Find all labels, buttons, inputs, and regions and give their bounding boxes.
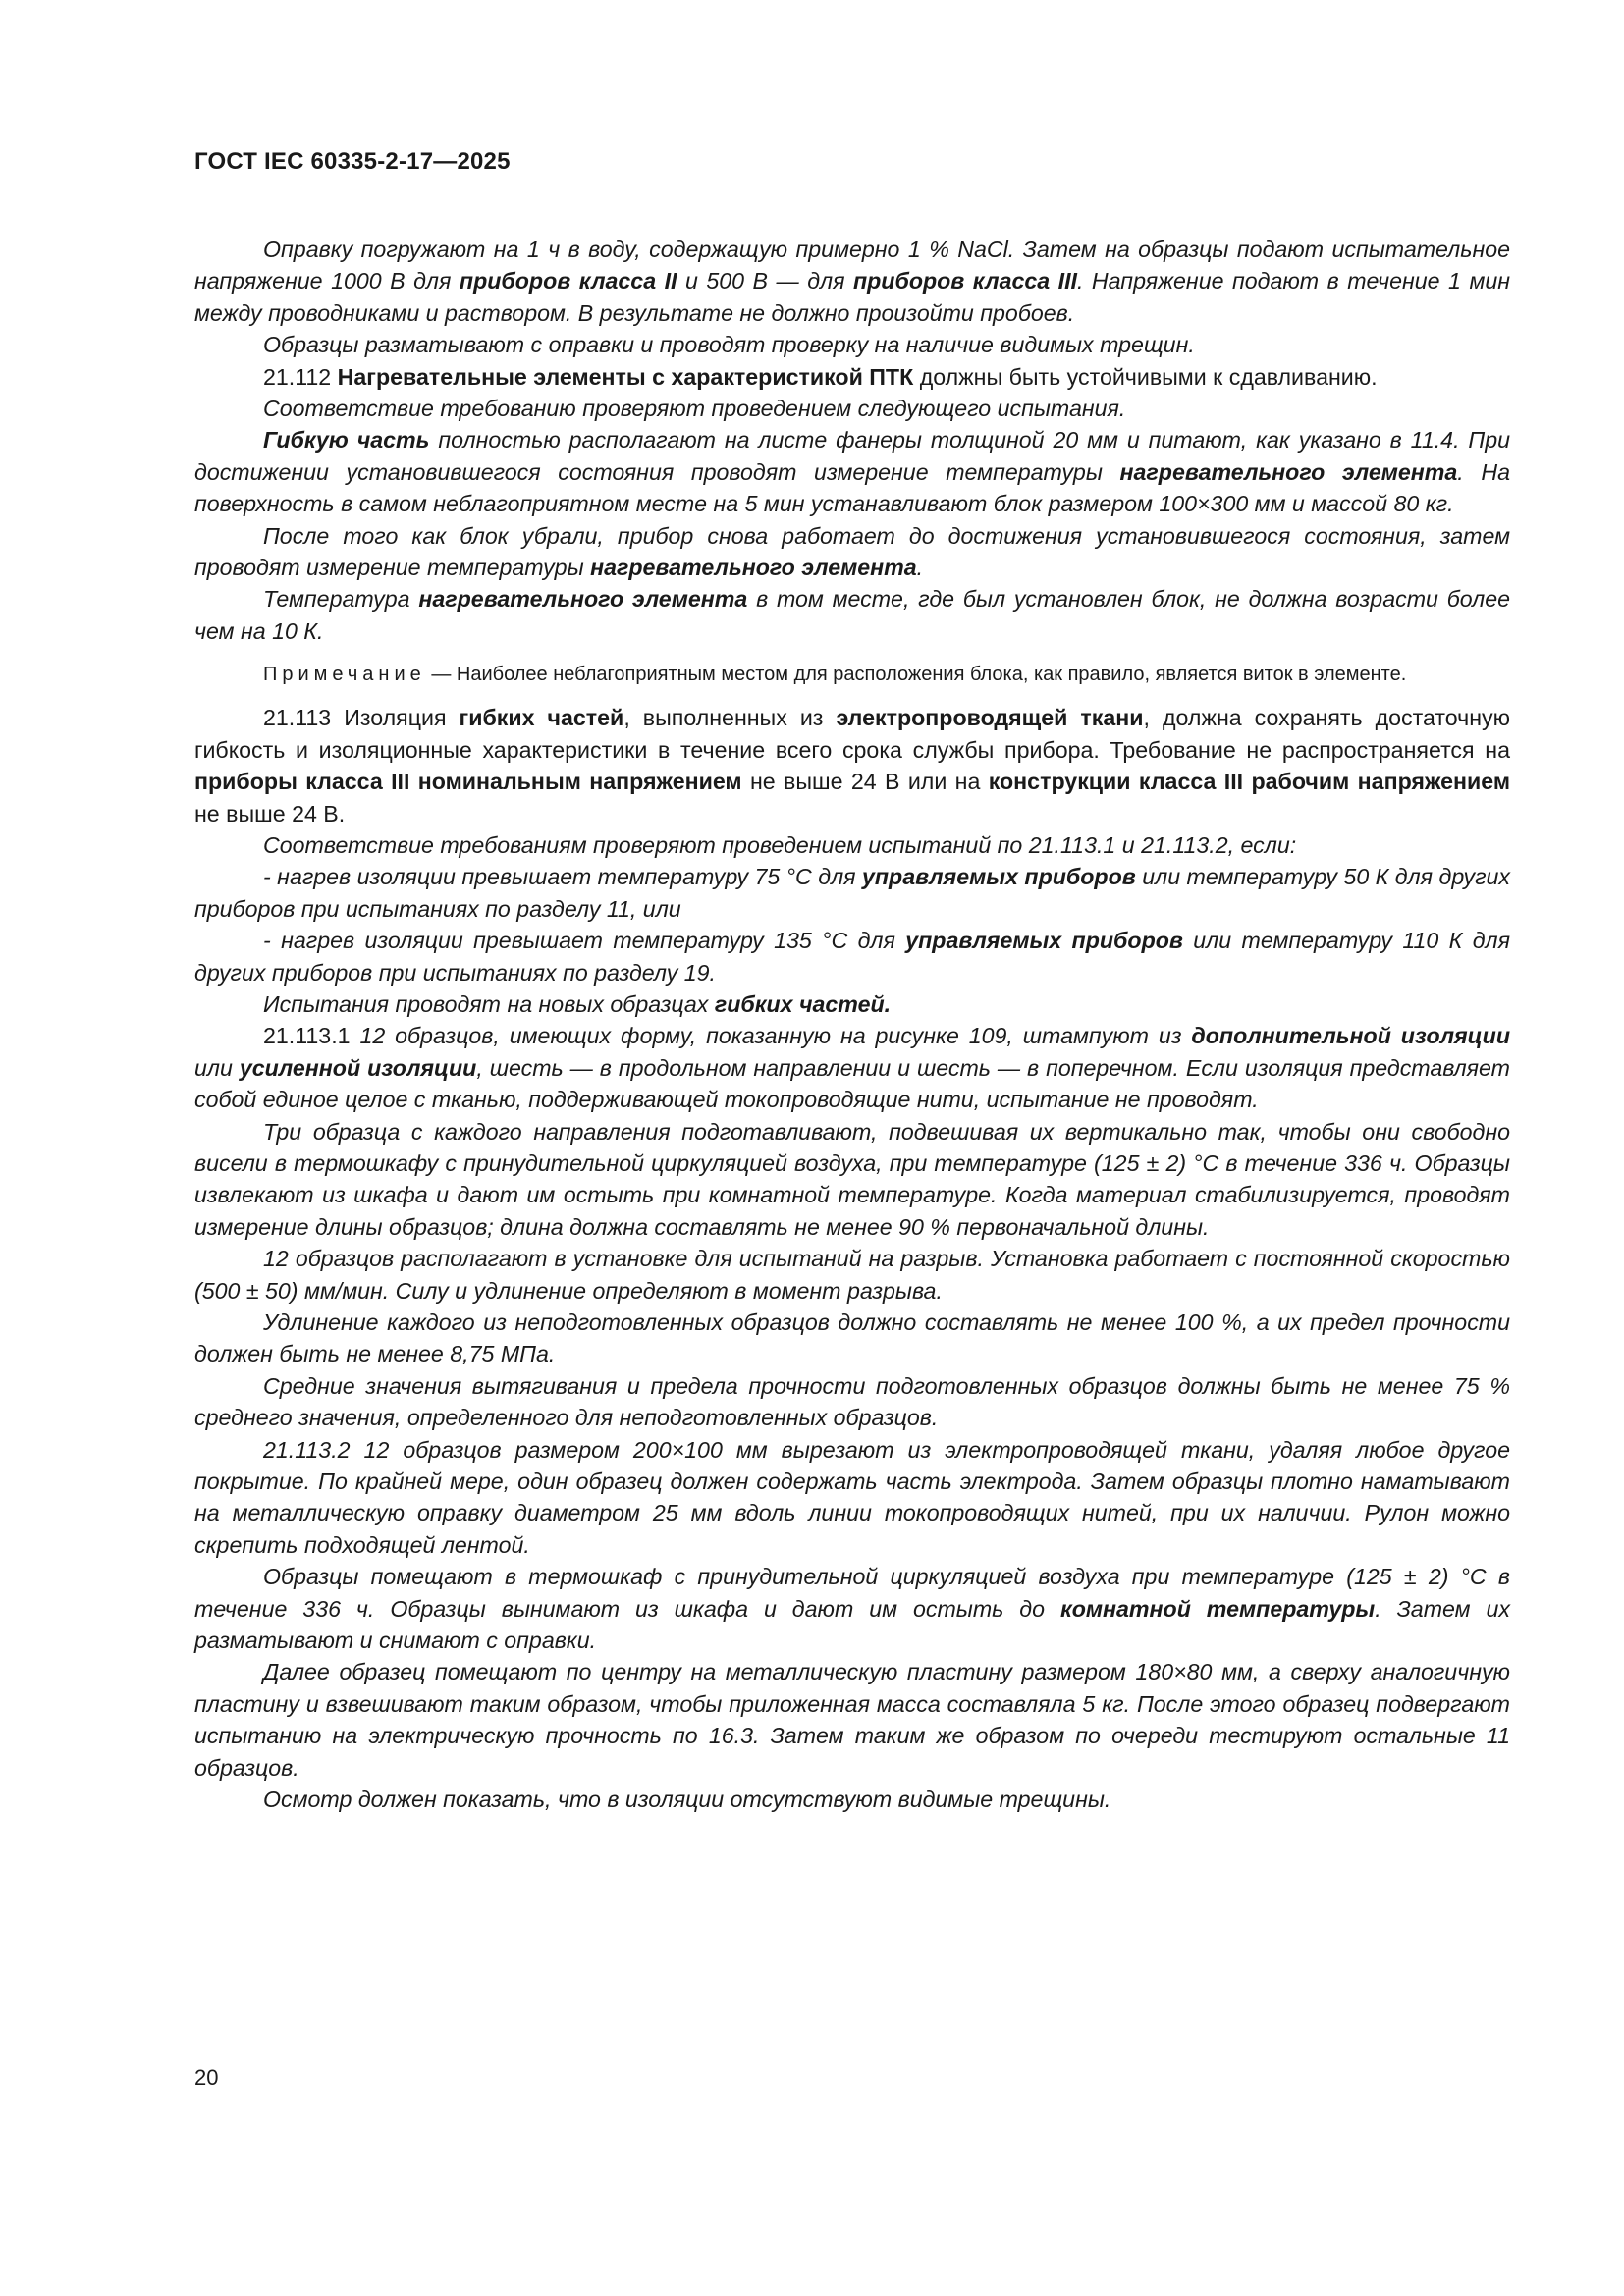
paragraph: Образцы разматывают с оправки и проводят проверку на наличие видимых трещин. (263, 332, 1195, 358)
paragraph: Оправку погружают на 1 ч в воду, содержащую примерно 1 % NaCl. Затем на образцы подают испытательное напряжение 1000 В для приборов класса II и 500 В — для приборов класса III. Напряжение подают в течение 1 мин между проводниками и раствором. В результате не должно произойти пробоев. (194, 237, 1510, 326)
paragraph: Температура нагревательного элемента в том месте, где был установлен блок, не должна возрасти более чем на 10 К. (194, 586, 1510, 644)
note: Примечание — Наиболее неблагоприятным местом для расположения блока, как правило, является виток в элементе. (263, 664, 1407, 686)
note-label: Примечание (263, 664, 426, 686)
paragraph: После того как блок убрали, прибор снова работает до достижения установившегося состояния, затем проводят измерение температуры нагревательного элемента. (194, 522, 1510, 581)
paragraph: Далее образец помещают по центру на металлическую пластину размером 180×80 мм, а сверху аналогичную пластину и взвешивают таким образом, чтобы приложенная масса составляла 5 кг. После этого образец подвергают испытанию на электрическую прочность по 16.3. Затем таким же образом по очереди тестируют остальные 11 образцов. (194, 1659, 1510, 1781)
document-page (194, 147, 1510, 1816)
paragraph: Средние значения вытягивания и предела прочности подготовленных образцов должны быть не менее 75 % среднего значения, определенного для неподготовленных образцов. (194, 1372, 1510, 1431)
paragraph: Соответствие требованию проверяют проведением следующего испытания. (263, 396, 1126, 422)
paragraph: Гибкую часть полностью располагают на листе фанеры толщиной 20 мм и питают, как указано в 11.4. При достижении установившегося состояния проводят измерение температуры нагревательного элемента. На поверхность в самом неблагоприятном месте на 5 мин устанавливают блок размером 100×300 мм и массой 80 кг. (194, 427, 1511, 517)
list-item: - нагрев изоляции превышает температуру 75 °С для управляемых приборов или температуру 50 К для других приборов при испытаниях по разделу 11, или (194, 864, 1510, 922)
paragraph: Три образца с каждого направления подготавливают, подвешивая их вертикально так, чтобы они свободно висели в термошкафу с принудительной циркуляцией воздуха, при температуре (125 ± 2) °С в течение 336 ч. Образцы извлекают из шкафа и дают им остыть при комнатной температуре. Когда материал стабилизируется, проводят измерение длины образцов; длина должна составлять не менее 90 % первоначальной длины. (194, 1118, 1510, 1240)
paragraph: Испытания проводят на новых образцах гибких частей. (263, 990, 892, 1017)
list-item: - нагрев изоляции превышает температуру 135 °С для управляемых приборов или температуру 110 К для других приборов при испытаниях по разделу 19. (194, 928, 1510, 986)
paragraph: Образцы помещают в термошкаф с принудительной циркуляцией воздуха при температуре (125 ± 2) °С в течение 336 ч. Образцы вынимают из шкафа и дают им остыть до комнатной температуры. Затем их разматывают и снимают с оправки. (194, 1564, 1510, 1654)
paragraph: Удлинение каждого из неподготовленных образцов должно составлять не менее 100 %, а их предел прочности должен быть не менее 8,75 МПа. (194, 1309, 1510, 1367)
paragraph: 12 образцов располагают в установке для испытаний на разрыв. Установка работает с постоянной скоростью (500 ± 50) мм/мин. Силу и удлинение определяют в момент разрыва. (194, 1246, 1510, 1304)
clause-21-113: 21.113 Изоляция гибких частей, выполненных из электропроводящей ткани, должна сохранять достаточную гибкость и изоляционные характеристики в течение всего срока службы прибора. Требование не распространяется на приборы класса III номинальным напряжением не выше 24 В или на конструкции класса III рабочим напряжением не выше 24 В. (194, 705, 1511, 827)
paragraph: Соответствие требованиям проверяют проведением испытаний по 21.113.1 и 21.113.2, если: (263, 831, 1297, 858)
clause-21-113-2: 21.113.2 12 образцов размером 200×100 мм вырезают из электропроводящей ткани, удаляя любое другое покрытие. По крайней мере, один образец должен содержать часть электрода. Затем образцы плотно наматывают на металлическую оправку диаметром 25 мм вдоль линии токопроводящих нитей, при их наличии. Рулон можно скрепить подходящей лентой. (194, 1436, 1510, 1558)
paragraph: Осмотр должен показать, что в изоляции отсутствуют видимые трещины. (263, 1787, 1111, 1813)
clause-21-112: 21.112 Нагревательные элементы с характеристикой ПТК должны быть устойчивыми к сдавливанию. (263, 363, 1378, 390)
clause-21-113-1: 21.113.1 12 образцов, имеющих форму, показанную на рисунке 109, штампуют из дополнительной изоляции или усиленной изоляции, шесть — в продольном направлении и шесть — в поперечном. Если изоляция представляет собой единое целое с тканью, поддерживающей токопроводящие нити, испытание не проводят. (194, 1023, 1510, 1113)
document-header: ГОСТ IEC 60335-2-17—2025 (194, 148, 511, 175)
page-number: 20 (194, 2065, 219, 2090)
